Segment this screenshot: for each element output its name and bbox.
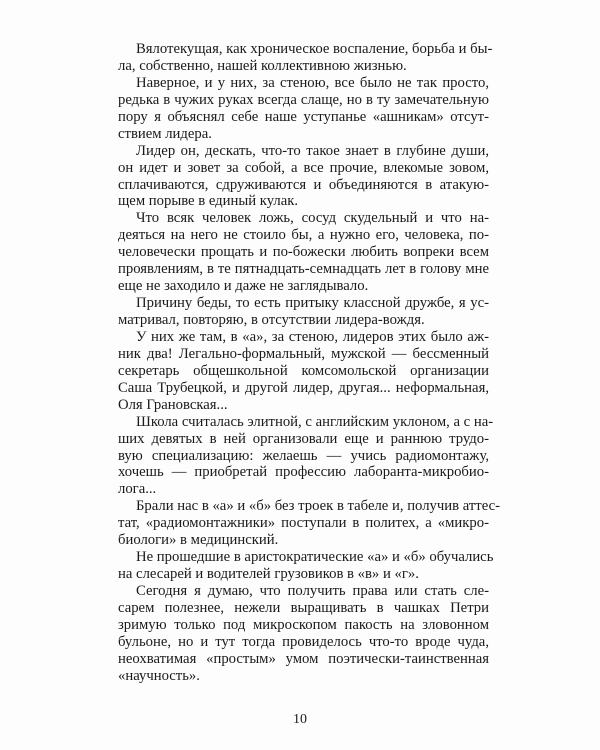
text-line: «научность». xyxy=(118,667,200,684)
text-line: Лидер он, дескать, что-то такое знает в глубине души, xyxy=(136,142,489,159)
text-line: редька в чужих руках всегда слаще, но в ту замечательную xyxy=(118,91,489,108)
text-line: Сегодня я думаю, что получить права или стать сле- xyxy=(136,583,489,599)
text-line: тат, «радиомонтажники» поступали в политех, а «микро- xyxy=(118,515,489,532)
paragraph xyxy=(118,143,489,211)
paragraph xyxy=(118,413,494,499)
text-line: сарем полезнее, нежели выращивать в чашках Петри xyxy=(118,599,489,616)
paragraph xyxy=(118,329,489,414)
paragraph xyxy=(118,75,489,143)
paragraph xyxy=(118,210,489,295)
body-text xyxy=(118,41,501,685)
text-line: ших девятых в ней организовали еще и раннюю трудо- xyxy=(118,430,489,447)
text-line: У них же там, в «а», за стеною, лидеров этих было аж- xyxy=(136,328,489,345)
text-line: лога... xyxy=(118,481,157,498)
text-line: Вялотекущая, как хроническое воспаление, борьба и бы- xyxy=(136,41,493,57)
paragraph xyxy=(118,41,493,75)
paragraph xyxy=(118,295,489,329)
text-line: Наверное, и у них, за стеною, все было не так просто, xyxy=(136,74,489,91)
text-line: Не прошедшие в аристократические «а» и «б» обучались xyxy=(136,549,494,566)
text-line: Брали нас в «а» и «б» без троек в табеле и, получив аттес- xyxy=(136,498,501,515)
text-line: человечески прощать и по-божески любить вопреки всем xyxy=(118,244,489,261)
paragraph xyxy=(118,549,494,583)
text-line: еще не заходило и даже не заглядывало. xyxy=(118,278,369,295)
text-line: неохватимая «простым» умом поэтически-таинственная xyxy=(118,650,489,667)
paragraph xyxy=(118,583,489,685)
text-line: пору я объяснял себе наше уступанье «ашникам» отсут- xyxy=(118,108,489,125)
text-line: матривал, повторяю, в отсутствии лидера-вождя. xyxy=(118,312,425,328)
page-number: 10 xyxy=(293,712,307,727)
text-line: проявлениям, в те пятнадцать-семнадцать лет в голову мне xyxy=(118,261,489,278)
text-line: Что всяк человек ложь, сосуд скудельный и что на- xyxy=(136,210,489,227)
text-line: сплачиваются, сдруживаются и объединяются в атакую- xyxy=(118,176,489,193)
text-line: зримую только под микроскопом пакость на зловонном xyxy=(118,616,489,633)
text-line: Школа считалась элитной, с английским уклоном, а с на- xyxy=(136,413,494,430)
text-line: щем порыве в единый кулак. xyxy=(118,193,299,210)
text-line: вую специализацию: желаешь — учись радиомонтажу, xyxy=(118,447,489,464)
text-line: секретарь общешкольной комсомольской организации xyxy=(118,362,489,379)
text-line: бульоне, но и тут тогда провиделось что-то вроде чуда, xyxy=(118,633,489,650)
text-line: Причину беды, то есть притыку классной дружбе, я ус- xyxy=(136,295,489,312)
text-line: биологи» в медицинский. xyxy=(118,532,279,549)
paragraph xyxy=(118,498,501,549)
text-line: ла, собственно, нашей коллективною жизнью. xyxy=(118,57,407,74)
text-line: деяться на него не стоило бы, а нужно его, человека, по- xyxy=(118,227,489,244)
text-line: ствием лидера. xyxy=(118,125,212,142)
text-line: ник два! Легально-формальный, мужской — бессменный xyxy=(118,345,489,362)
text-line: хочешь — приобретай профессию лаборанта-микробио- xyxy=(118,464,489,481)
text-line: он идет и зовет за собой, а все прочие, влекомые зовом, xyxy=(118,159,489,176)
text-line: на слесарей и водителей грузовиков в «в» и «г». xyxy=(118,566,419,583)
text-line: Оля Грановская... xyxy=(118,396,228,413)
text-line: Саша Трубецкой, и другой лидер, другая... неформальная, xyxy=(118,379,489,396)
